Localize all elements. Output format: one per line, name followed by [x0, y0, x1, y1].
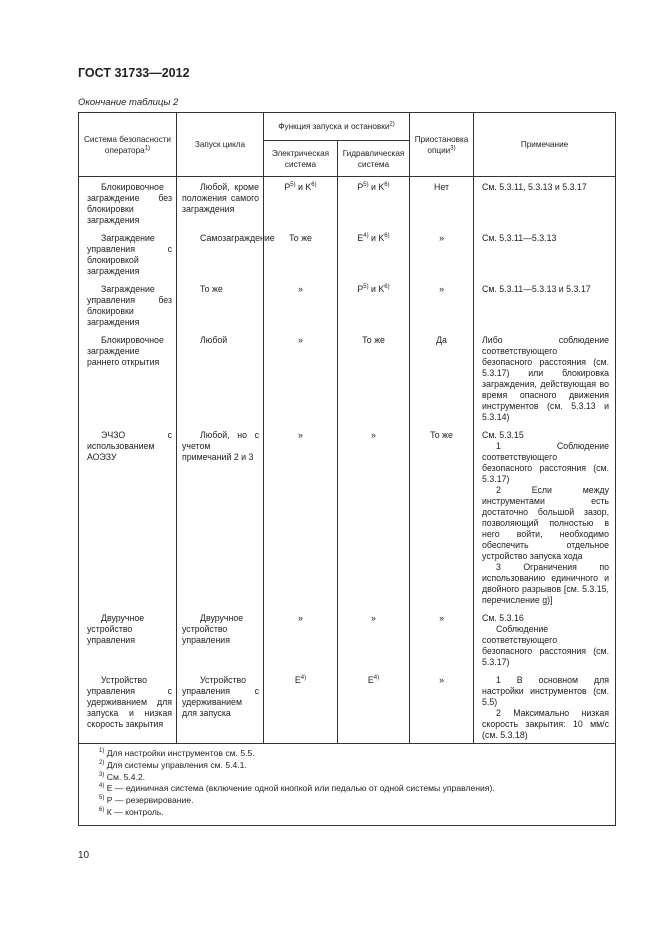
table-row: [79, 228, 616, 279]
cell-electrical: $P^{5)}$ и $K^{6)}$: [264, 177, 338, 229]
cell-hydraulic: $P^{5)}$ и $K^{6)}$: [338, 279, 410, 330]
header-note: Примечание: [474, 113, 616, 177]
cell-start: Любой, но с учетом примечаний 2 и 3: [177, 425, 264, 608]
cell-hydraulic: То же: [338, 330, 410, 425]
table-row: [79, 670, 616, 744]
cell-hydraulic: $P^{5)}$ и $K^{6)}$: [338, 177, 410, 229]
cell-hydraulic: $E^{4)}$ и $K^{6)}$: [338, 228, 410, 279]
cell-pause: »: [410, 608, 474, 670]
cell-pause: »: [410, 228, 474, 279]
header-start-stop-function: Функция запуска и остановки$^{2)}$: [264, 113, 410, 141]
cell-system: ЭЧЗО с использованием АОЭЗУ: [79, 425, 177, 608]
table-row: [79, 330, 616, 425]
cell-pause: Да: [410, 330, 474, 425]
cell-note: См. 5.3.11—5.3.13: [474, 228, 616, 279]
table-footnotes: [79, 744, 616, 826]
footnote: $^{4)}$ Е — единичная система (включение одной кнопкой или педалью от одной системы управления).: [99, 783, 495, 794]
cell-system: Заграждение управления без блокировки заграждения: [79, 279, 177, 330]
cell-electrical: »: [264, 330, 338, 425]
header-electrical-system: Электрическая система: [264, 141, 338, 177]
cell-system: Двуручное устройство управления: [79, 608, 177, 670]
cell-system: Заграждение управления с блокировкой заграждения: [79, 228, 177, 279]
cell-pause: »: [410, 670, 474, 744]
header-option-pause: Приостановка опции$^{3)}$: [410, 113, 474, 177]
cell-note: См. 5.3.16 Соблюдение соответствующего безопасного расстояния (см. 5.3.17): [474, 608, 616, 670]
cell-note: См. 5.3.11—5.3.13 и 5.3.17: [474, 279, 616, 330]
table-row: [79, 608, 616, 670]
table-row: [79, 177, 616, 229]
footnote: $^{5)}$ Р — резервирование.: [99, 795, 194, 806]
cell-system: Устройство управления с удерживанием для запуска и низкая скорость закрытия: [79, 670, 177, 744]
table-caption: Окончание таблицы 2: [78, 97, 179, 108]
cell-system: Блокировочное заграждение без блокировки заграждения: [79, 177, 177, 229]
footnote: $^{6)}$ К — контроль.: [99, 806, 164, 817]
cell-note: См. 5.3.11, 5.3.13 и 5.3.17: [474, 177, 616, 229]
cell-electrical: »: [264, 608, 338, 670]
cell-system: Блокировочное заграждение раннего открытия: [79, 330, 177, 425]
table-row: [79, 279, 616, 330]
cell-note: См. 5.3.15 1 Соблюдение соответствующего безопасного расстояния (см. 5.3.17) 2 Если между инструментами есть достаточно большой зазор, позволяющий полностью в него войти, необходимо обеспечить отдельное устройство запуска хода 3 Ограничения по использованию единичного и двойного разрывов [см. 5.3.15, перечисление g)]: [474, 425, 616, 608]
cell-pause: То же: [410, 425, 474, 608]
cell-hydraulic: »: [338, 425, 410, 608]
document-header: ГОСТ 31733—2012: [78, 66, 190, 80]
cell-hydraulic: »: [338, 608, 410, 670]
cell-hydraulic: $E^{4)}$: [338, 670, 410, 744]
cell-start: Любой, кроме положения самого заграждения: [177, 177, 264, 229]
table-row: [79, 425, 616, 608]
page-number: 10: [78, 850, 90, 861]
cell-start: Любой: [177, 330, 264, 425]
cell-note: 1 В основном для настройки инструментов (см. 5.5) 2 Максимально низкая скорость закрытия: 10 мм/с (см. 5.3.18): [474, 670, 616, 744]
safety-systems-table: [78, 112, 616, 826]
cell-start: Самозаграждение: [177, 228, 264, 279]
header-hydraulic-system: Гидравлическая система: [338, 141, 410, 177]
cell-electrical: $E^{4)}$: [264, 670, 338, 744]
header-operator-safety-system: Система безопасности оператора$^{1)}$: [79, 113, 177, 177]
footnote: $^{3)}$ См. 5.4.2.: [99, 771, 146, 782]
cell-note: Либо соблюдение соответствующего безопасного расстояния (см. 5.3.17) или блокировка заграждения, действующая во время опасного движения инструментов (см. 5.3.13 и 5.3.14): [474, 330, 616, 425]
header-cycle-start: Запуск цикла: [177, 113, 264, 177]
cell-electrical: То же: [264, 228, 338, 279]
cell-pause: Нет: [410, 177, 474, 229]
cell-pause: »: [410, 279, 474, 330]
cell-electrical: »: [264, 425, 338, 608]
footnote: $^{2)}$ Для системы управления см. 5.4.1.: [99, 759, 247, 770]
cell-electrical: »: [264, 279, 338, 330]
cell-start: Двуручное устройство управления: [177, 608, 264, 670]
cell-start: То же: [177, 279, 264, 330]
cell-start: Устройство управления с удерживанием для запуска: [177, 670, 264, 744]
footnote: $^{1)}$ Для настройки инструментов см. 5.5.: [99, 748, 255, 758]
